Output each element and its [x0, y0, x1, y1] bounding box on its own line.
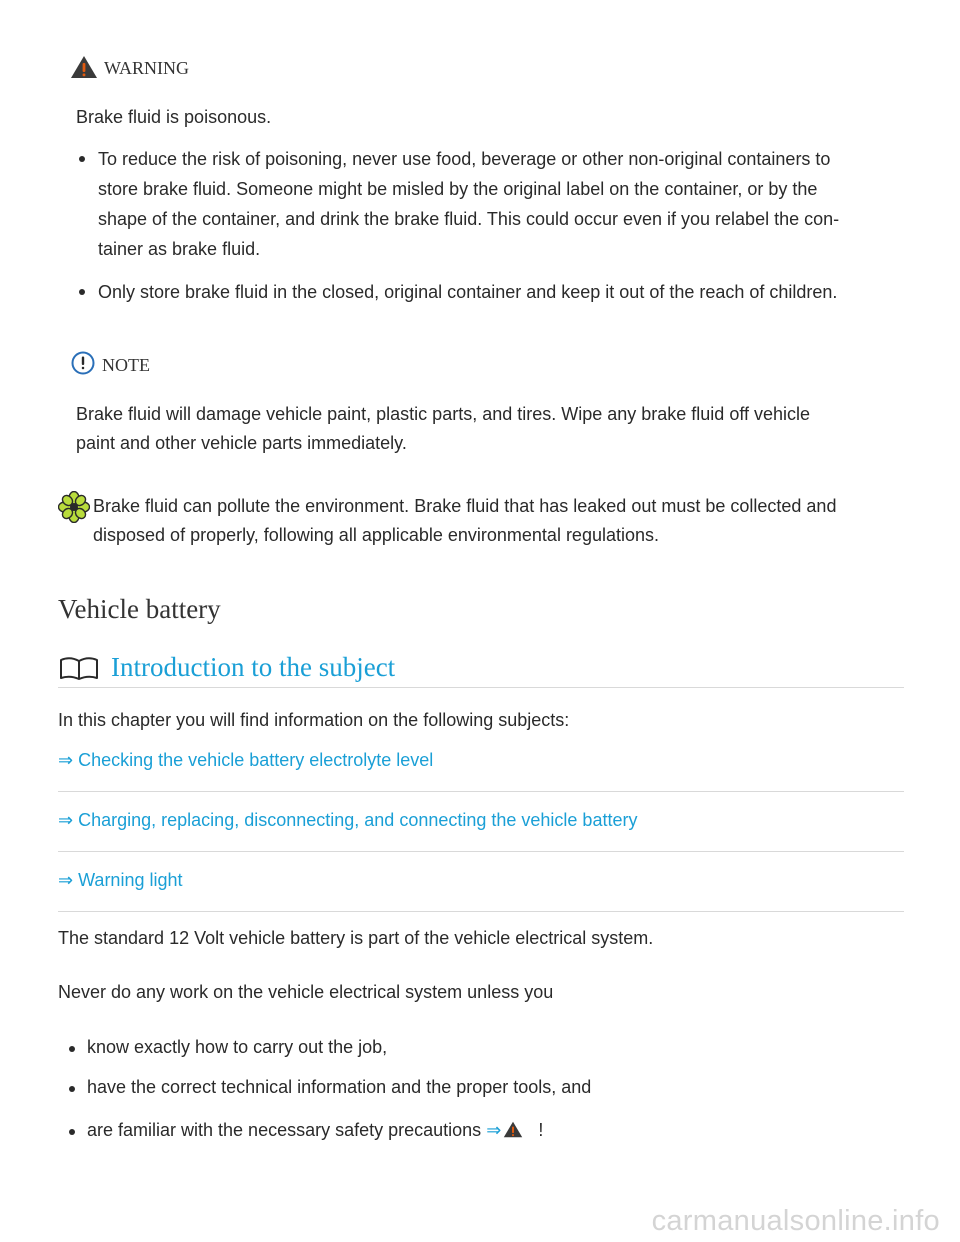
warning-triangle-icon [70, 55, 98, 79]
warning-intro: Brake fluid is poisonous. [76, 107, 272, 127]
paragraph: The standard 12 Volt vehicle battery is part of the vehicle electrical system. [58, 928, 654, 948]
bullet-dot [79, 156, 85, 162]
exclamation-circle-icon [71, 351, 95, 375]
link-divider [58, 851, 904, 852]
bullet-line: To reduce the risk of poisoning, never use food, beverage or other non-original containers to [98, 149, 831, 169]
warning-triangle-icon [503, 1121, 523, 1138]
section-intro: In this chapter you will find information on the following subjects: [58, 710, 570, 730]
note-label: NOTE [102, 355, 150, 375]
link-text: Charging, replacing, disconnecting, and connecting the vehicle battery [78, 810, 638, 830]
bullet-dot [79, 289, 85, 295]
bullet-line: tainer as brake fluid. [98, 239, 261, 259]
environment-line: Brake fluid can pollute the environment. Brake fluid that has leaked out must be collected and [93, 496, 837, 516]
subheading-text: Introduction to the subject [111, 652, 396, 682]
link-text: Warning light [78, 870, 183, 890]
bullet-line: shape of the container, and drink the brake fluid. This could occur even if you relabel the con- [98, 209, 840, 229]
warning-label: WARNING [104, 58, 189, 78]
link-arrow: ⇒ [58, 870, 74, 890]
bullet-end-mark: ! [538, 1120, 544, 1140]
environment-text [93, 492, 836, 550]
bullet-dot [69, 1129, 75, 1135]
link-arrow: ⇒ [58, 810, 74, 830]
section-title: Vehicle battery [58, 594, 221, 624]
environment-line: disposed of properly, following all applicable environmental regulations. [93, 525, 659, 545]
link-text: Checking the vehicle battery electrolyte level [78, 750, 434, 770]
bullet-dot [69, 1046, 75, 1052]
open-book-icon [59, 656, 99, 682]
environment-flower-icon [58, 491, 90, 523]
warning-reference-link[interactable] [486, 1120, 528, 1140]
subheading-divider [58, 687, 904, 688]
bullet-text: know exactly how to carry out the job, [87, 1037, 388, 1057]
paragraph: Never do any work on the vehicle electrical system unless you [58, 982, 554, 1002]
link-charging-replacing[interactable] [58, 810, 637, 831]
link-arrow: ⇒ [58, 750, 74, 770]
link-warning-light[interactable] [58, 870, 183, 891]
note-line: paint and other vehicle parts immediately. [76, 433, 407, 453]
bullet-text: have the correct technical information and the proper tools, and [87, 1077, 592, 1097]
link-checking-electrolyte[interactable] [58, 750, 433, 771]
bullet-line: store brake fluid. Someone might be misled by the original label on the container, or by the [98, 179, 818, 199]
watermark: carmanualsonline.info [651, 1205, 940, 1237]
note-line: Brake fluid will damage vehicle paint, plastic parts, and tires. Wipe any brake fluid off vehicle [76, 404, 811, 424]
bullet-text: are familiar with the necessary safety precautions [87, 1120, 482, 1140]
note-text [76, 399, 810, 458]
bullet-line: Only store brake fluid in the closed, original container and keep it out of the reach of children. [98, 282, 838, 302]
link-divider [58, 791, 904, 792]
bullet-dot [69, 1086, 75, 1092]
link-divider [58, 911, 904, 912]
link-arrow: ⇒ [486, 1120, 502, 1140]
